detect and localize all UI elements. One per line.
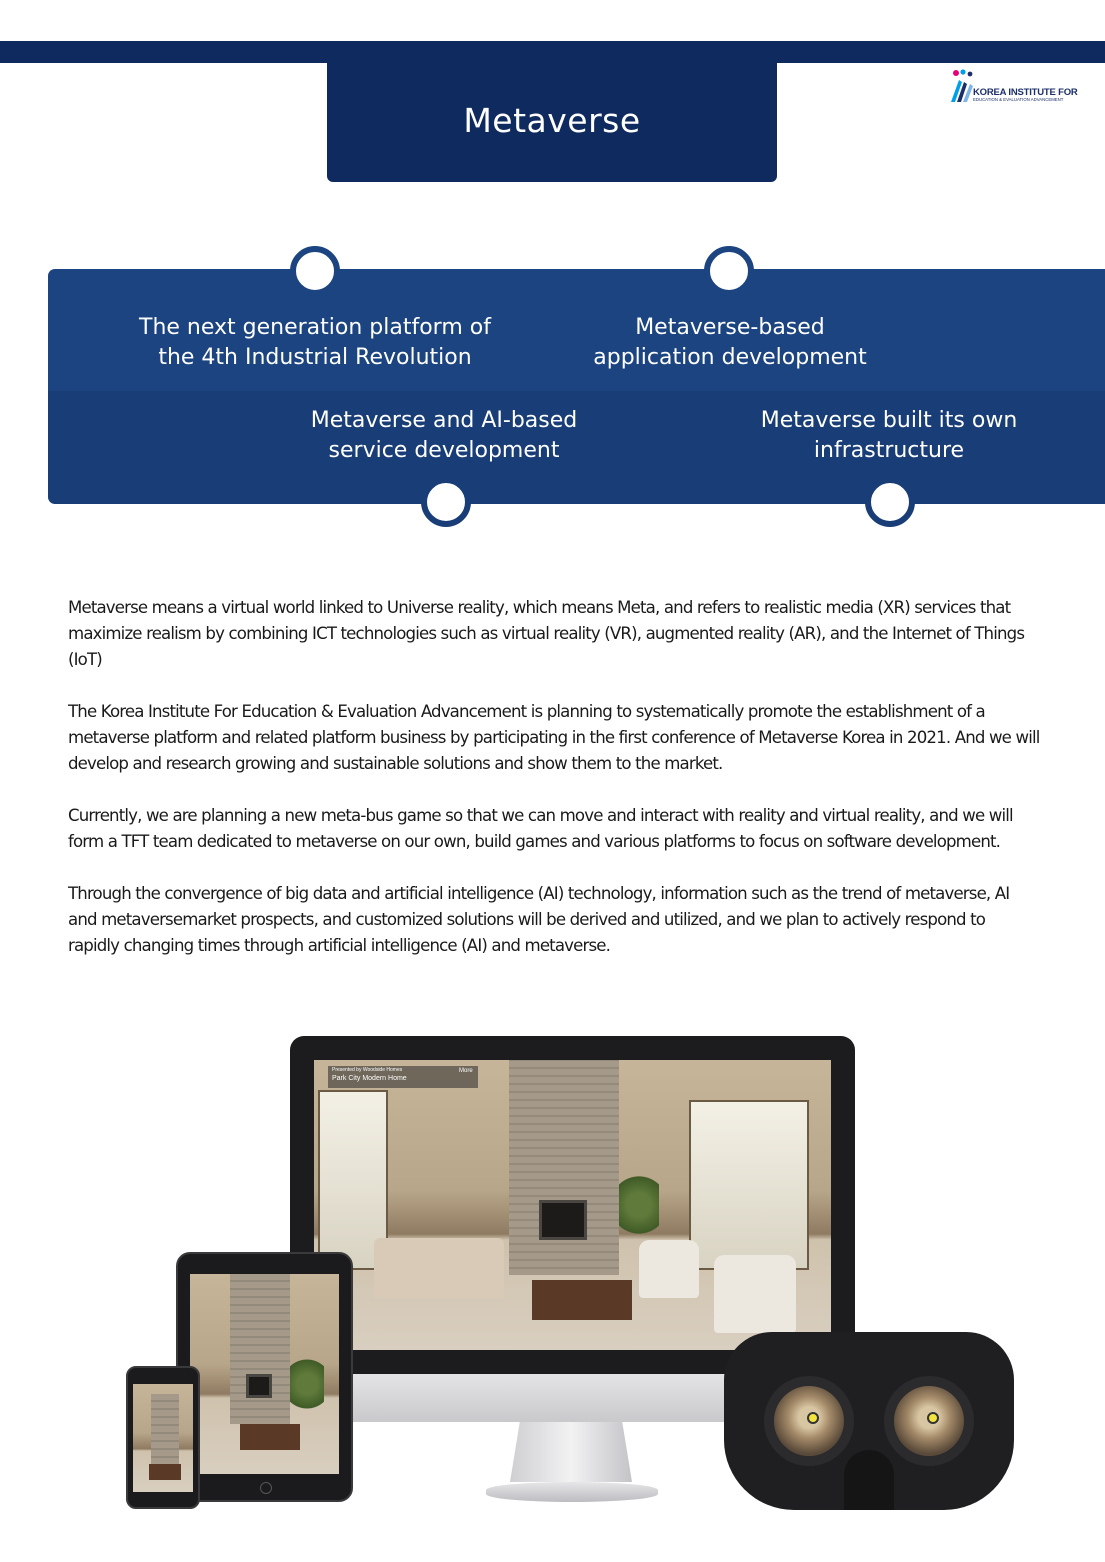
vr-lens-right — [884, 1376, 974, 1466]
tour-caption-small: Presented by Woodside Homes — [332, 1067, 403, 1073]
paragraph-1: Metaverse means a virtual world linked to Universe reality, which means Meta, and refers to realistic media (XR) services that maximize realism by combining ICT technologies such as virtual reality (VR), augmented reality (AR), and the Internet of Things (IoT) — [68, 598, 1025, 669]
page-title-tab — [327, 41, 777, 182]
vr-focus-dot — [927, 1412, 939, 1424]
feature-item-1-line1: The next generation platform of — [139, 315, 491, 340]
kiea-logo-icon — [948, 68, 976, 104]
feature-item-2-line2: application development — [593, 345, 867, 370]
paragraph-3: Currently, we are planning a new meta-bus game so that we can move and interact with reality and virtual reality, and we will form a TFT team dedicated to metaverse on our own, build games and various platforms to focus on software development. — [68, 806, 1013, 851]
vr-focus-dot — [807, 1412, 819, 1424]
paragraph-2: The Korea Institute For Education & Evaluation Advancement is planning to systematically promote the establishment of a metaverse platform and related platform business by participating in the first conference of Metaverse Korea in 2021. And we will develop and research growing and sustainable solutions and show them to the market. — [68, 702, 1040, 773]
paragraph-4: Through the convergence of big data and artificial intelligence (AI) technology, information such as the trend of metaverse, AI and metaversemarket prospects, and customized solutions will be derived and utilized, and we plan to actively respond to rapidly changing times through artificial intelligence (AI) and metaverse. — [68, 884, 1010, 955]
monitor-stand — [510, 1422, 632, 1482]
feature-item-3-line2: service development — [328, 438, 560, 463]
vr-nose-cutout — [844, 1450, 894, 1510]
feature-item-3-line1: Metaverse and AI-based — [310, 408, 578, 433]
feature-node-4 — [865, 477, 915, 527]
feature-band — [48, 269, 1105, 504]
feature-item-3 — [294, 406, 594, 466]
logo-name: KOREA INSTITUTE FOR — [973, 87, 1078, 98]
tablet-screen — [190, 1274, 339, 1474]
feature-node-1 — [290, 246, 340, 296]
phone — [126, 1366, 200, 1509]
page-title: Metaverse — [463, 101, 641, 140]
tour-caption-title: Park City Modern Home — [332, 1075, 407, 1082]
feature-node-3 — [421, 477, 471, 527]
feature-item-4 — [739, 406, 1039, 466]
monitor-screen — [314, 1060, 831, 1350]
tablet — [176, 1252, 353, 1502]
vr-lens-left — [764, 1376, 854, 1466]
logo-subname: EDUCATION & EVALUATION ADVANCEMENT — [973, 97, 1064, 102]
tablet-home-button — [260, 1482, 272, 1494]
monitor — [290, 1036, 855, 1374]
tour-caption — [328, 1066, 478, 1088]
feature-item-2 — [580, 313, 880, 373]
feature-item-2-line1: Metaverse-based — [635, 315, 825, 340]
institute-logo — [948, 68, 1078, 104]
vr-headset — [724, 1332, 1014, 1510]
phone-screen — [133, 1384, 193, 1492]
devices-illustration — [110, 1030, 1020, 1530]
feature-item-1 — [115, 313, 515, 373]
monitor-foot — [486, 1482, 658, 1502]
feature-item-1-line2: the 4th Industrial Revolution — [158, 345, 472, 370]
feature-node-2 — [704, 246, 754, 296]
feature-item-4-line2: infrastructure — [813, 438, 965, 463]
tour-more: More — [459, 1068, 473, 1074]
body-text — [68, 595, 1040, 985]
feature-item-4-line1: Metaverse built its own — [760, 408, 1018, 433]
